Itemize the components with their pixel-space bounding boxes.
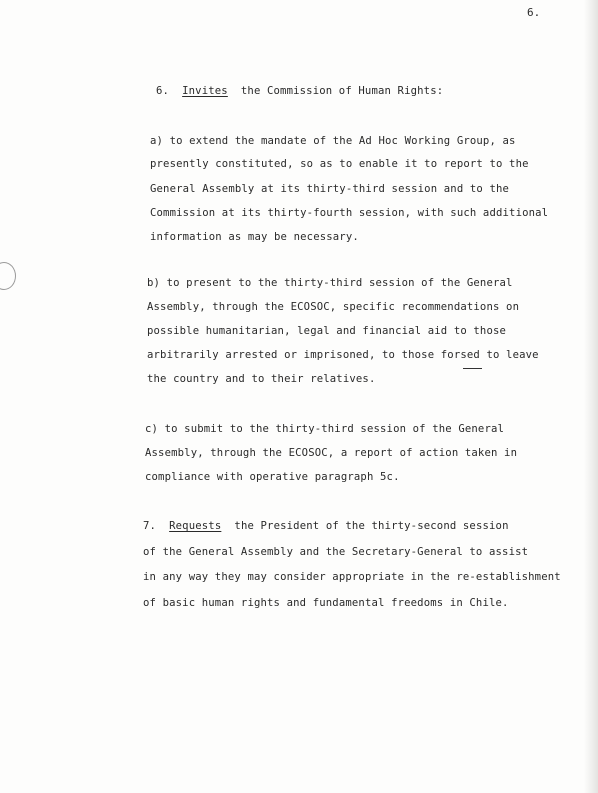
page-edge-shadow <box>584 0 598 793</box>
item-b-line: Assembly, through the ECOSOC, specific recommendations on <box>147 301 520 313</box>
para7-line: of the General Assembly and the Secretary-General to assist <box>143 546 529 558</box>
para6-verb: Invites <box>182 85 228 97</box>
item-c-line: compliance with operative paragraph 5c. <box>145 471 400 483</box>
item-a-line: a) to extend the mandate of the Ad Hoc Working Group, as <box>150 135 516 147</box>
para6-rest: the Commission of Human Rights: <box>240 85 444 97</box>
item-b-line: the country and to their relatives. <box>147 373 376 385</box>
item-b-line: b) to present to the thirty-third session of the General <box>147 277 513 289</box>
punch-hole-mark <box>0 262 16 290</box>
item-c-line: Assembly, through the ECOSOC, a report of action taken in <box>145 447 518 459</box>
para7-line: in any way they may consider appropriate in the re-establishment <box>143 571 561 583</box>
item-c-line: c) to submit to the thirty-third session of the General <box>145 423 505 435</box>
handwritten-underline-mark <box>463 368 482 369</box>
item-a-line: information as may be necessary. <box>150 231 359 243</box>
item-a-line: presently constituted, so as to enable it to report to the <box>150 158 529 170</box>
para7-first-rest: the President of the thirty-second session <box>234 520 509 532</box>
para7-line: of basic human rights and fundamental freedoms in Chile. <box>143 597 509 609</box>
para7-number: 7. <box>143 520 157 532</box>
item-a-line: General Assembly at its thirty-third session and to the <box>150 183 510 195</box>
para6-heading <box>156 84 443 98</box>
para6-number: 6. <box>156 85 170 97</box>
para7-verb: Requests <box>169 520 222 532</box>
page-number: 6. <box>527 6 541 19</box>
item-a-line: Commission at its thirty-fourth session, with such additional <box>150 207 549 219</box>
item-b-line: arbitrarily arrested or imprisoned, to those forsed to leave <box>147 349 539 361</box>
para7-first-line <box>143 519 509 533</box>
item-b-line: possible humanitarian, legal and financial aid to those <box>147 325 507 337</box>
